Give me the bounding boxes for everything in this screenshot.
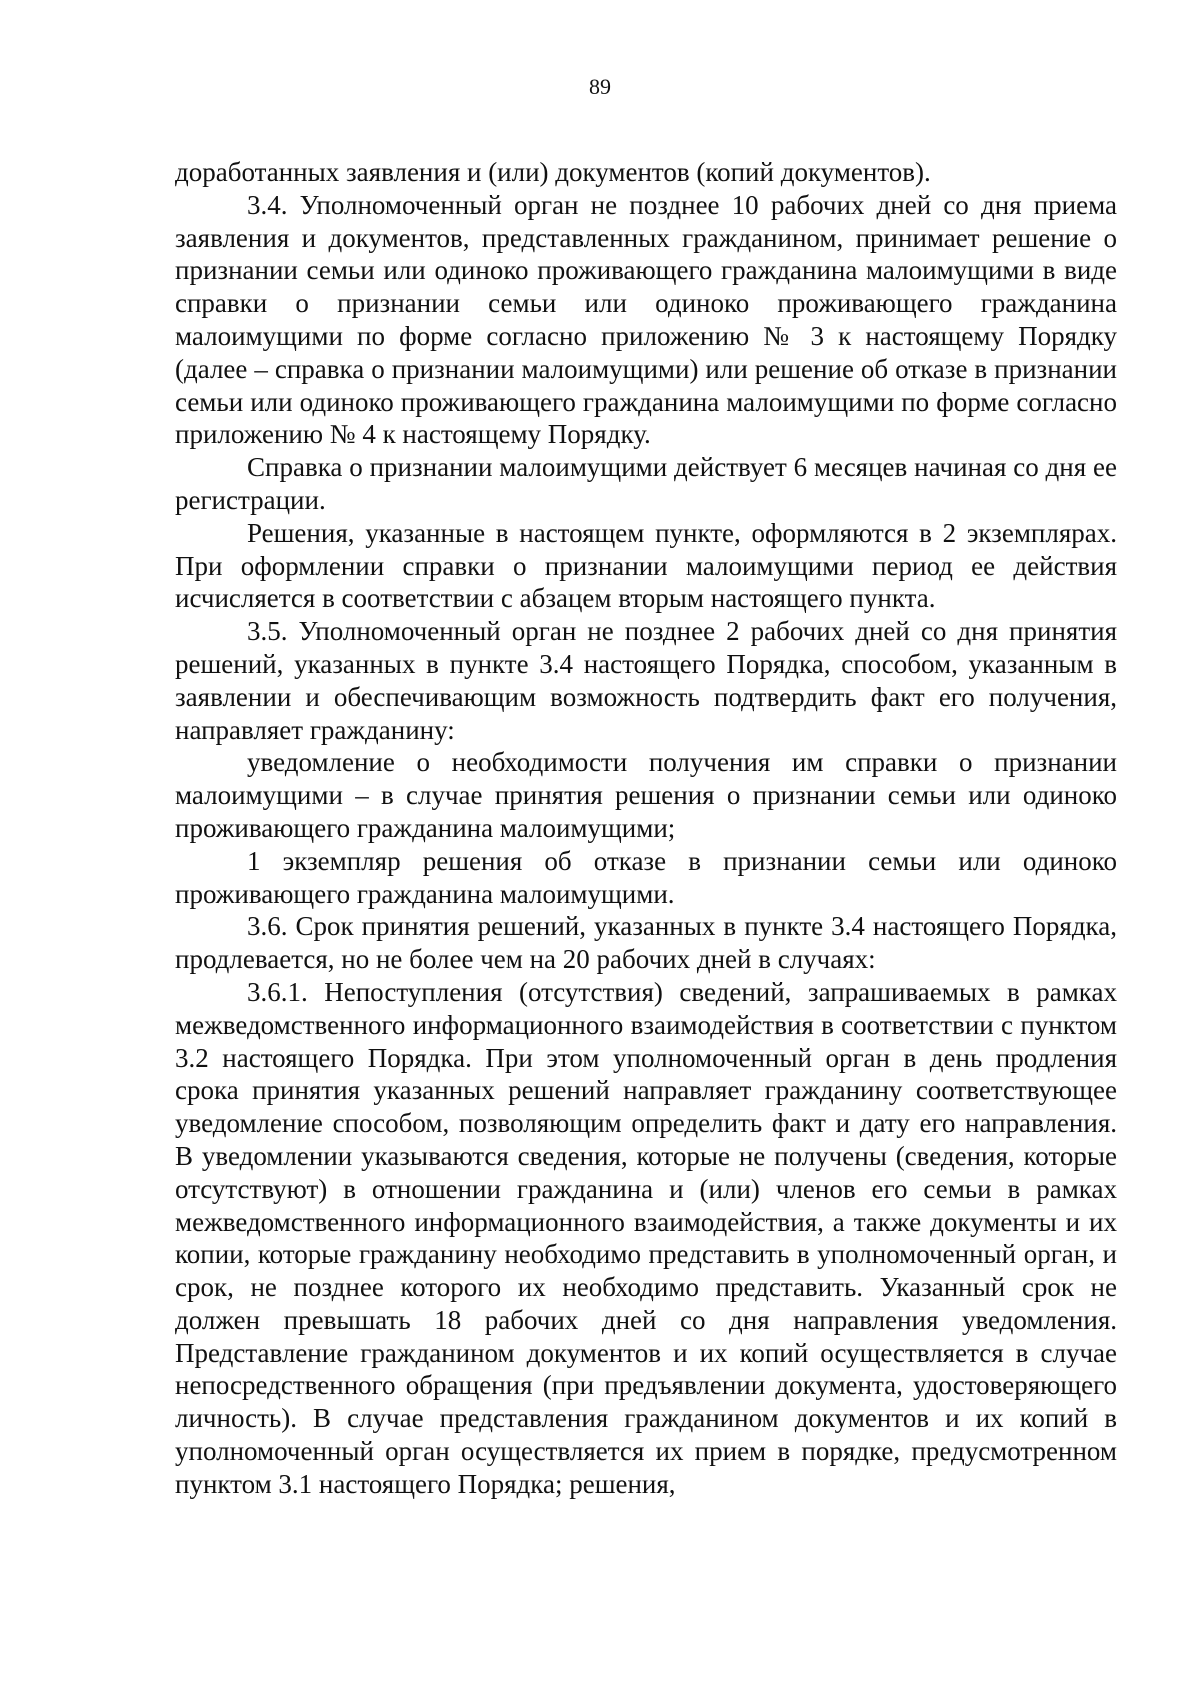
paragraph-3-6: 3.6. Срок принятия решений, указанных в пункте 3.4 настоящего Порядка, продлевается, но не более чем на 20 рабочих дней в случаях:: [175, 911, 1117, 975]
paragraph-notification: уведомление о необходимости получения им справки о признании малоимущими – в случае принятия решения о признании семьи или одиноко проживающего гражданина малоимущими;: [175, 747, 1117, 843]
paragraph-3-4: 3.4. Уполномоченный орган не позднее 10 рабочих дней со дня приема заявления и документов, представленных гражданином, принимает решение о признании семьи или одиноко проживающего гражданина малоимущими в виде справки о признании семьи или одиноко проживающего гражданина малоимущими по форме согласно приложению № 3 к настоящему Порядку (далее – справка о признании малоимущими) или решение об отказе в признании семьи или одиноко проживающего гражданина малоимущими по форме согласно приложению № 4 к настоящему Порядку.: [175, 189, 1117, 450]
paragraph-certificate-validity: Справка о признании малоимущими действует 6 месяцев начиная со дня ее регистрации.: [175, 452, 1117, 515]
paragraph-3-6-1: 3.6.1. Непоступления (отсутствия) сведений, запрашиваемых в рамках межведомственного информационного взаимодействия в соответствии с пунктом 3.2 настоящего Порядка. При этом уполномоченный орган в день продления срока принятия указанных решений направляет гражданину соответствующее уведомление способом, позволяющим определить факт и дату его направления. В уведомлении указываются сведения, которые не получены (сведения, которые отсутствуют) в отношении гражданина и (или) членов его семьи в рамках межведомственного информационного взаимодействия, а также документы и их копии, которые гражданину необходимо представить в уполномоченный орган, и срок, не позднее которого их необходимо представить. Указанный срок не должен превышать 18 рабочих дней со дня направления уведомления. Представление гражданином документов и их копий осуществляется в случае непосредственного обращения (при предъявлении документа, удостоверяющего личность). В случае представления гражданином документов и их копий в уполномоченный орган осуществляется их прием в порядке, предусмотренном пунктом 3.1 настоящего Порядка; решения,: [175, 976, 1117, 1499]
paragraph-refusal-copy: 1 экземпляр решения об отказе в признании семьи или одиноко проживающего гражданина малоимущими.: [175, 845, 1117, 909]
document-body: [175, 156, 1117, 1501]
paragraph-continuation: доработанных заявления и (или) документов (копий документов).: [175, 157, 931, 187]
paragraph-3-5: 3.5. Уполномоченный орган не позднее 2 рабочих дней со дня принятия решений, указанных в пункте 3.4 настоящего Порядка, способом, указанным в заявлении и обеспечивающим возможность подтвердить факт его получения, направляет гражданину:: [175, 616, 1117, 745]
paragraph-decisions-copies: Решения, указанные в настоящем пункте, оформляются в 2 экземплярах. При оформлении справки о признании малоимущими период ее действия исчисляется в соответствии с абзацем вторым настоящего пункта.: [175, 517, 1117, 614]
page-number: 89: [589, 74, 611, 99]
